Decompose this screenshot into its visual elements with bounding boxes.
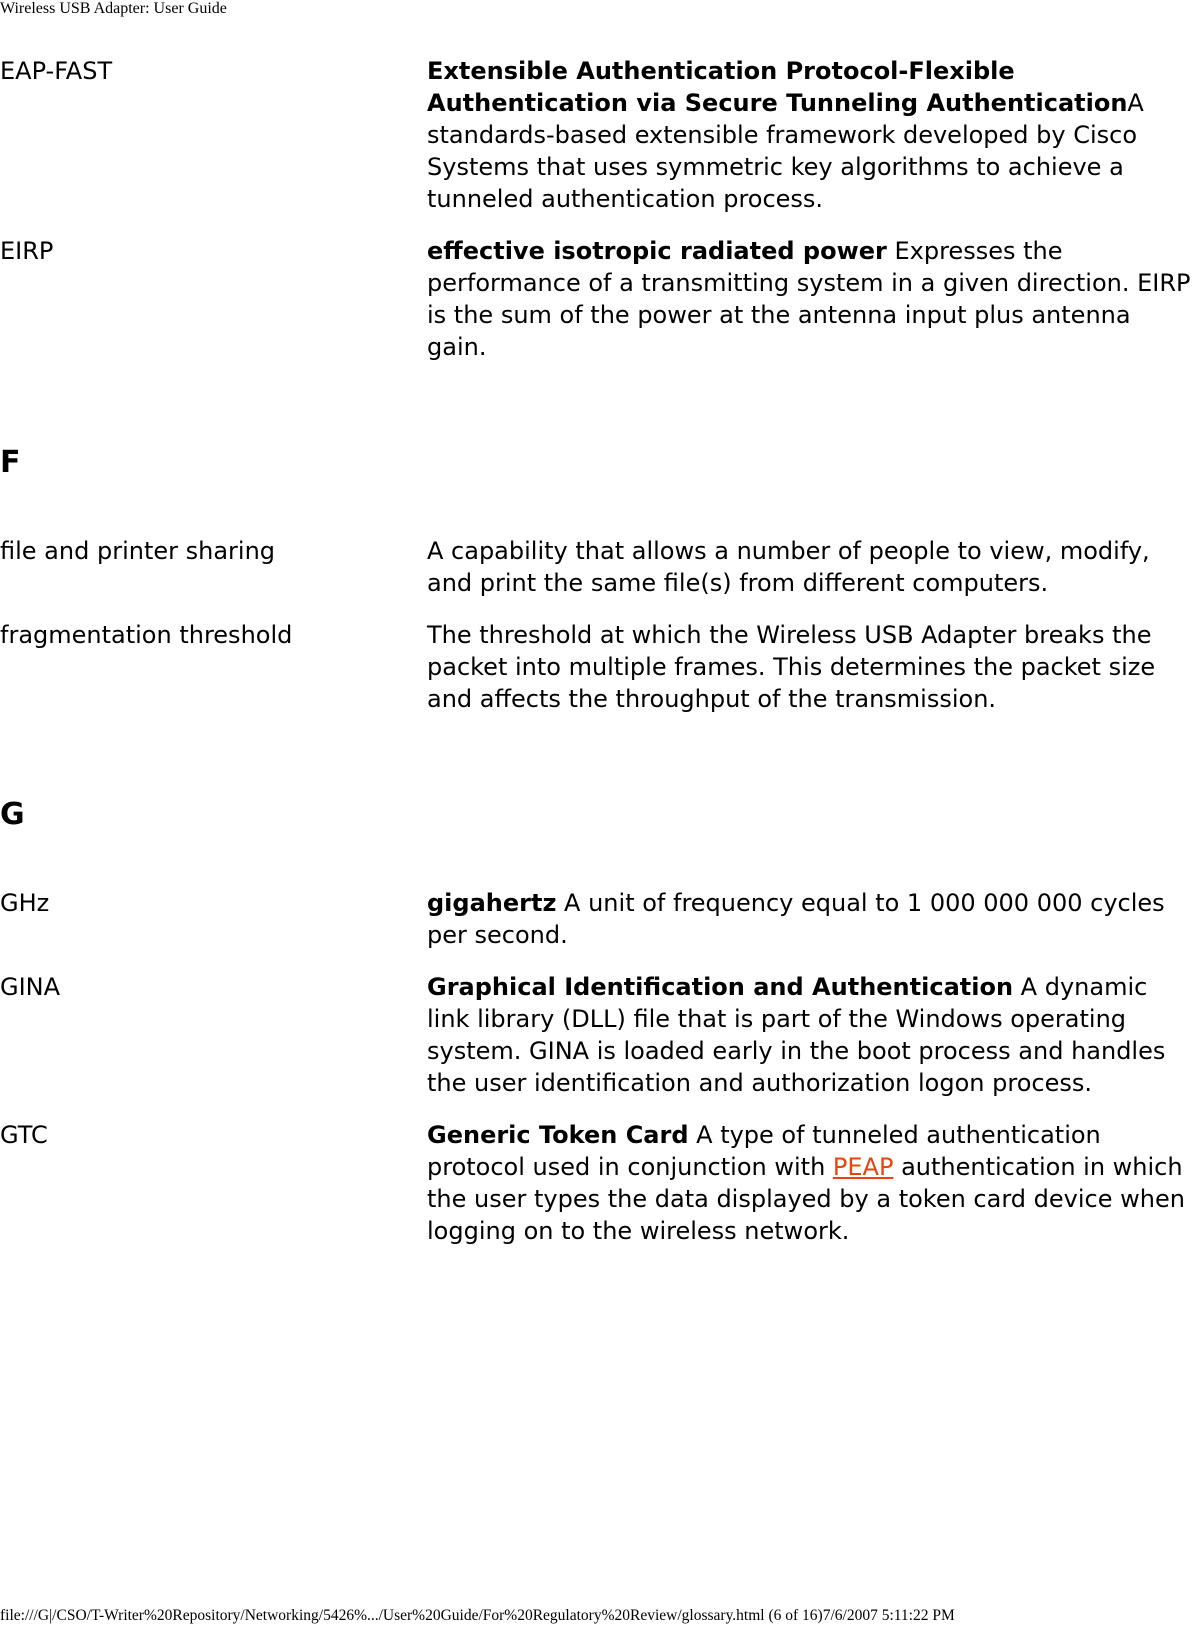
definition: The threshold at which the Wireless USB Adapter breaks the packet into multiple frames. This determines the packet size and affects the throughput of the transmission. [427,621,1156,713]
definition-text: A standards-based extensible framework developed by Cisco Systems that uses symmetric key algorithms to achieve a tunneled authentication process. [427,89,1144,213]
definition [427,1119,1192,1247]
term: GTC [0,1121,48,1149]
section-heading-f: F [0,445,21,480]
definition [427,55,1192,215]
definition-text: A type of tunneled authentication protocol used in conjunction with [427,1121,1101,1181]
term: fragmentation threshold [0,621,293,649]
definition-expansion: Extensible Authentication Protocol-Flexible Authentication via Secure Tunneling Authentication [427,57,1128,117]
definition: A capability that allows a number of people to view, modify, and print the same file(s) from different computers. [427,537,1150,597]
definition-text: Expresses the performance of a transmitting system in a given direction. EIRP is the sum of the power at the antenna input plus antenna gain. [427,237,1191,361]
definition [427,887,1192,951]
definition-text: A unit of frequency equal to 1 000 000 000 cycles per second. [427,889,1165,949]
definition-expansion: Graphical Identification and Authentication [427,973,1014,1001]
definition-expansion: gigahertz [427,889,557,917]
term: GHz [0,889,50,917]
page-footer: file:///G|/CSO/T-Writer%20Repository/Networking/5426%.../User%20Guide/For%20Regulatory%20Review/glossary.html (6 of 16)7/6/2007 5:11:22 PM [0,1607,955,1624]
definition [427,971,1192,1099]
glossary-entry-eap-fast [0,55,1192,215]
glossary [0,55,1192,1267]
term: EAP-FAST [0,57,113,85]
term: GINA [0,973,61,1001]
term: file and printer sharing [0,537,276,565]
section-heading-g: G [0,797,25,832]
glossary-entry-eirp [0,235,1192,363]
definition-expansion: Generic Token Card [427,1121,689,1149]
definition-text: A dynamic link library (DLL) file that is part of the Windows operating system. GINA is loaded early in the boot process and handles the user identification and authorization logon process. [427,973,1166,1097]
glossary-entry-ghz [0,887,1192,951]
peap-link[interactable]: PEAP [832,1153,894,1181]
glossary-entry-file-and-printer-sharing [0,535,1192,599]
glossary-entry-gtc [0,1119,1192,1247]
glossary-entry-fragmentation-threshold [0,619,1192,715]
definition-expansion: effective isotropic radiated power [427,237,887,265]
definition-text: authentication in which the user types the data displayed by a token card device when logging on to the wireless network. [427,1153,1185,1245]
definition [427,235,1192,363]
glossary-entry-gina [0,971,1192,1099]
page-header: Wireless USB Adapter: User Guide [0,0,227,17]
term: EIRP [0,237,54,265]
